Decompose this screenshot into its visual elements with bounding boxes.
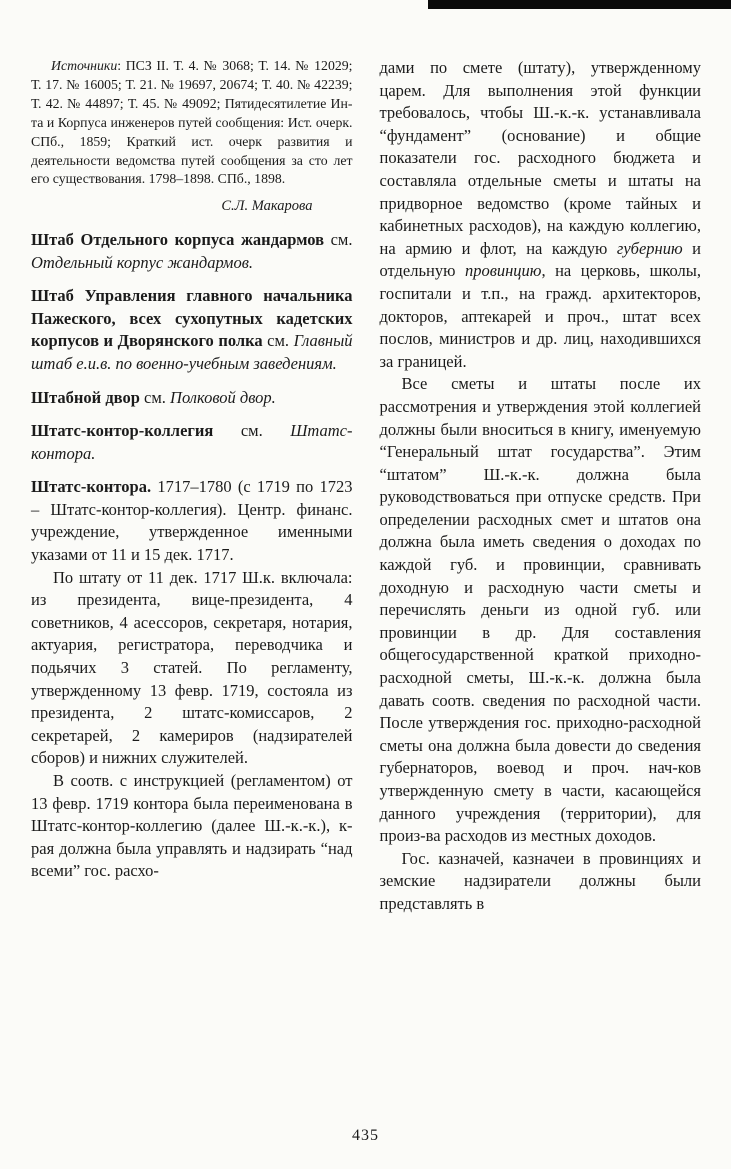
entry-paragraph — [31, 229, 353, 274]
text-run-normal: : ПСЗ II. Т. 4. № 3068; Т. 14. № 12029; Т. 17. № 16005; Т. 21. № 19697, 20674; Т. 40. № 42239; Т. 42. № 44897; Т. 45. № 49092; Пятидесятилетие Ин-та и Корпуса инженеров путей сообщения: Ист. очерк. СПб., 1859; Краткий ист. очерк развития и деятельности ведомства путей сообщения за сто лет его существования. 1798–1898. СПб., 1898. — [31, 58, 353, 187]
two-column-text-block — [31, 57, 701, 916]
text-run-normal: 1717–1780 (с 1719 по 1723 – Штатс-контор-коллегия). Центр. финанс. учреждение, утвержденное именными указами от 11 и 15 дек. 1717. — [31, 477, 353, 565]
text-run-italic: С.Л. Макарова — [221, 198, 313, 215]
text-run-bold: Штаб Отдельного корпуса жандармов — [31, 229, 324, 249]
entry-paragraph — [31, 387, 353, 410]
text-run-normal: и отдельную — [379, 238, 701, 281]
text-run-normal: см. — [139, 387, 171, 407]
body-paragraph — [380, 373, 702, 847]
text-run-italic: Отдельный корпус жандармов. — [31, 252, 254, 272]
text-run-italic: провинцию — [464, 261, 542, 281]
left-column — [31, 57, 353, 916]
text-run-normal: , на церковь, школы, госпитали и т.п., на гражд. архитекторов, докторов, аптекарей и проч., штат всех послов, министров и др. лиц, находившихся за границей. — [379, 261, 701, 371]
text-run-normal: см. — [213, 421, 291, 441]
text-run-italic: губернию — [616, 238, 683, 258]
right-column — [380, 57, 702, 916]
text-run-italic: Штатс-контора. — [31, 421, 353, 463]
text-run-bold: Штабной двор — [31, 387, 140, 407]
text-run-normal: В соотв. с инструкцией (регламентом) от 13 февр. 1719 контора была переименована в Штатс-контор-коллегию (далее Ш.-к.-к.), к-рая должна была управлять и надзирать “над всеми” гос. расхо- — [31, 771, 353, 881]
sources-paragraph — [31, 57, 353, 189]
text-run-normal: см. — [323, 229, 353, 249]
body-paragraph — [31, 567, 353, 770]
text-run-bold: Штаб Управления главного начальника Пажеского, всех сухопутных кадетских корпусов и Дворянского полка — [31, 286, 353, 351]
body-paragraph — [380, 57, 702, 373]
entry-paragraph — [31, 476, 353, 566]
text-run-normal: дами по смете (штату), утвержденному царем. Для выполнения этой функции требовалось, чтобы Ш.-к.-к. устанавливала “фундамент” (основание) и общие показатели гос. расходного бюджета и составляла отдельные сметы и штаты на придворное ведомство (кроме тайных и кабинетных расходов), на каждую коллегию, на армию и флот, на каждую — [379, 58, 701, 258]
text-run-bold: Штатс-контор-коллегия — [31, 421, 214, 441]
text-run-normal: Все сметы и штаты после их рассмотрения и утверждения этой коллегией должны были вноситься в книгу, именуемую “Генеральный штат государства”. Этим “штатом” Ш.-к.-к. должна была руководствоваться при отпуске средств. При определении расходных смет и штатов она должна была иметь сведения о доходах по каждой губ. и провинции, сравнивать доходную и расходную части сметы и перечислять деньги из одной губ. или провинции в др. Для составления общегосударственной краткой приходно-расходной сметы, Ш.-к.-к. должна была давать соотв. сведения по расходной части. После утверждения гос. приходно-расходной сметы она должна была довести до сведения губернаторов, воевод и проч. нач-ков утвержденную смету в части, касающейся данного учреждения (территории), для произ-ва расходов из местных доходов. — [379, 374, 701, 846]
author-byline — [31, 195, 353, 218]
entry-paragraph — [31, 285, 353, 375]
body-paragraph — [380, 848, 702, 916]
page-number: 435 — [352, 1127, 379, 1144]
entry-paragraph — [31, 420, 353, 465]
body-paragraph — [31, 770, 353, 883]
text-run-normal: см. — [262, 331, 294, 351]
text-run-bold: Штатс-контора. — [31, 477, 152, 497]
text-run-italic: Источники — [51, 58, 118, 73]
text-run-normal: По штату от 11 дек. 1717 Ш.к. включала: из президента, вице-президента, 4 советников, 4 асессоров, секретаря, нотария, актуария, регистратора, переводчика и подьячих 3 статей. По регламенту, утвержденному 13 февр. 1719, состояла из президента, 2 штатс-комиссаров, 2 секретарей, 2 камериров (надзирателей сборов) и нижних служителей. — [31, 567, 353, 768]
text-run-italic: Главный штаб е.и.в. по военно-учебным заведениям. — [31, 331, 353, 373]
text-run-normal: Гос. казначей, казначеи в провинциях и земские надзиратели должны были представлять в — [379, 848, 701, 913]
text-run-italic: Полковой двор. — [170, 387, 276, 407]
